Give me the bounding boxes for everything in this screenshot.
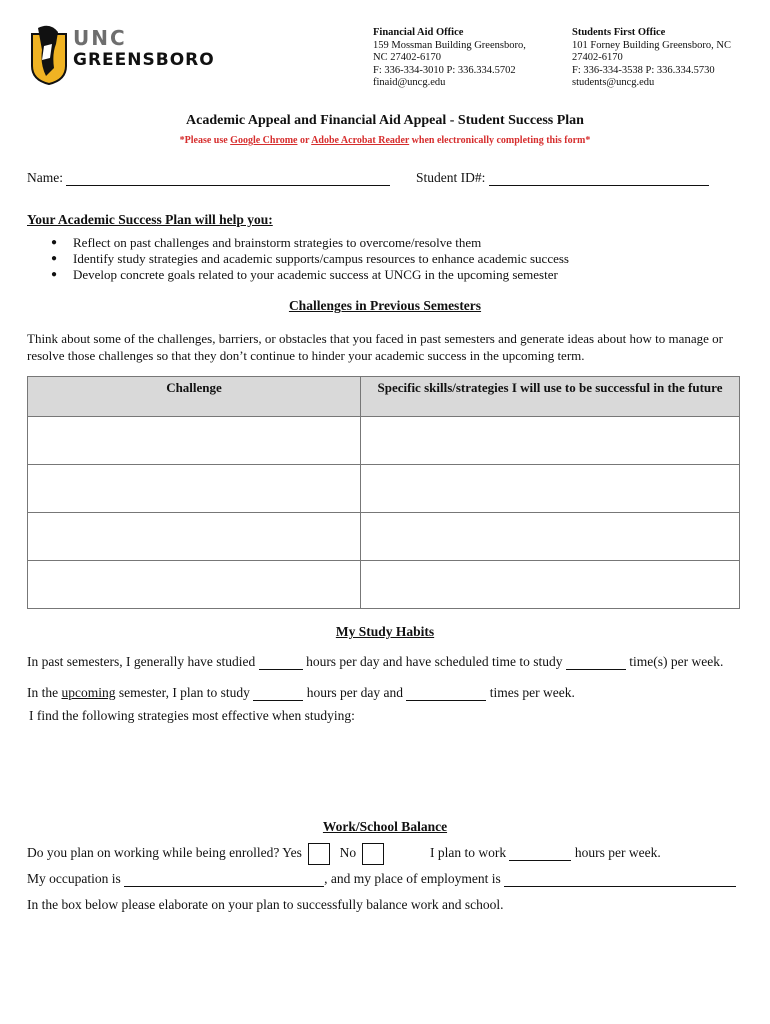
form-title: Academic Appeal and Financial Aid Appeal - Student Success Plan bbox=[186, 113, 584, 128]
table-row bbox=[28, 513, 740, 561]
challenge-cell[interactable] bbox=[28, 465, 361, 513]
work-hours-text-a: I plan to work bbox=[430, 845, 510, 860]
uncg-logo bbox=[28, 24, 215, 86]
note-suffix: when electronically completing this form* bbox=[409, 135, 591, 146]
challenges-heading: Challenges in Previous Semesters bbox=[288, 298, 482, 313]
work-hours-field[interactable] bbox=[509, 846, 571, 861]
students-first-phone: F: 336-334-3538 P: 336.334.5730 bbox=[572, 64, 715, 76]
name-label: Name: bbox=[27, 170, 63, 185]
balance-prompt: In the box below please elaborate on your plan to successfully balance work and school. bbox=[27, 897, 504, 912]
financial-aid-office-block bbox=[373, 27, 526, 90]
occupation-text-b: , and my place of employment is bbox=[324, 871, 505, 886]
financial-aid-address-1: 159 Mossman Building Greensboro, bbox=[373, 39, 526, 51]
student-id-label: Student ID#: bbox=[416, 170, 486, 185]
strategy-cell[interactable] bbox=[361, 561, 740, 609]
occupation-text-a: My occupation is bbox=[27, 871, 125, 886]
study-strategies-field[interactable] bbox=[27, 728, 740, 808]
financial-aid-address-2: NC 27402-6170 bbox=[373, 52, 441, 63]
benefit-item: ● Identify study strategies and academic supports/campus resources to enhance academic success bbox=[27, 251, 727, 267]
google-chrome-link[interactable]: Google Chrome bbox=[230, 135, 298, 146]
adobe-acrobat-link[interactable]: Adobe Acrobat Reader bbox=[311, 135, 410, 146]
challenge-cell[interactable] bbox=[28, 417, 361, 465]
table-header-row bbox=[28, 377, 740, 417]
study-past-text-a: In past semesters, I generally have studied bbox=[27, 654, 259, 669]
study-past-text-c: time(s) per week. bbox=[625, 654, 724, 669]
study-past-hours-field[interactable] bbox=[259, 655, 303, 670]
logo-greensboro-text: GREENSBORO bbox=[73, 50, 215, 70]
strategy-cell[interactable] bbox=[361, 417, 740, 465]
note-prefix: *Please use bbox=[179, 135, 231, 146]
financial-aid-phone: F: 336-334-3010 P: 336.334.5702 bbox=[373, 64, 516, 76]
benefits-list bbox=[27, 235, 727, 283]
study-strategies-prompt: I find the following strategies most effective when studying: bbox=[29, 708, 355, 723]
work-question: Do you plan on working while being enrolled? Yes bbox=[27, 845, 302, 861]
study-upcoming-times-field[interactable] bbox=[406, 686, 486, 701]
challenge-cell[interactable] bbox=[28, 513, 361, 561]
challenges-intro bbox=[27, 330, 747, 364]
strategies-column-header: Specific skills/strategies I will use to be successful in the future bbox=[361, 377, 740, 417]
work-hours-text-b: hours per week. bbox=[571, 845, 661, 860]
study-habits-heading: My Study Habits bbox=[335, 624, 435, 639]
occupation-field[interactable] bbox=[124, 872, 324, 887]
study-upcoming-text-d: times per week. bbox=[486, 685, 575, 700]
table-row bbox=[28, 561, 740, 609]
financial-aid-heading: Financial Aid Office bbox=[373, 27, 464, 38]
students-first-address-1: 101 Forney Building Greensboro, NC bbox=[572, 39, 731, 51]
no-label: No bbox=[339, 845, 357, 861]
student-id-row bbox=[416, 170, 709, 186]
note-or: or bbox=[297, 135, 312, 146]
study-upcoming-text-a: In the bbox=[27, 685, 62, 700]
students-first-email: students@uncg.edu bbox=[572, 77, 655, 88]
benefit-item: ● Develop concrete goals related to your academic success at UNCG in the upcoming semester bbox=[27, 267, 727, 283]
challenges-intro-line-2: resolve those challenges so that they don’t continue to hinder your academic success in the upcoming term. bbox=[27, 348, 585, 363]
study-past-row bbox=[27, 654, 723, 670]
students-first-address-2: 27402-6170 bbox=[572, 52, 623, 63]
spartan-helmet-icon bbox=[28, 24, 70, 86]
work-question-row bbox=[27, 843, 384, 865]
table-row bbox=[28, 465, 740, 513]
table-row bbox=[28, 417, 740, 465]
study-upcoming-row bbox=[27, 685, 575, 701]
yes-checkbox[interactable] bbox=[308, 843, 330, 865]
challenge-column-header: Challenge bbox=[28, 377, 361, 417]
student-id-field[interactable] bbox=[489, 171, 709, 186]
strategy-cell[interactable] bbox=[361, 513, 740, 561]
study-upcoming-hours-field[interactable] bbox=[253, 686, 303, 701]
students-first-heading: Students First Office bbox=[572, 27, 666, 38]
balance-plan-field[interactable] bbox=[27, 918, 740, 1008]
work-hours-row bbox=[430, 845, 661, 861]
benefit-item: ● Reflect on past challenges and brainstorm strategies to overcome/resolve them bbox=[27, 235, 727, 251]
study-upcoming-underlined: upcoming bbox=[61, 685, 116, 700]
challenge-cell[interactable] bbox=[28, 561, 361, 609]
work-balance-heading: Work/School Balance bbox=[322, 819, 448, 834]
plan-heading: Your Academic Success Plan will help you: bbox=[27, 212, 273, 227]
study-past-text-b: hours per day and have scheduled time to study bbox=[302, 654, 566, 669]
occupation-row bbox=[27, 871, 736, 887]
challenges-intro-line-1: Think about some of the challenges, barriers, or obstacles that you faced in past semesters and generate ideas about how to manage or bbox=[27, 331, 723, 346]
challenges-table bbox=[27, 376, 740, 609]
study-upcoming-text-c: hours per day and bbox=[303, 685, 407, 700]
students-first-office-block bbox=[572, 27, 731, 90]
name-field[interactable] bbox=[66, 171, 390, 186]
logo-unc-text: UNC bbox=[73, 26, 127, 50]
study-upcoming-text-b: semester, I plan to study bbox=[115, 685, 254, 700]
no-checkbox[interactable] bbox=[362, 843, 384, 865]
name-row bbox=[27, 170, 390, 186]
employment-field[interactable] bbox=[504, 872, 736, 887]
browser-note bbox=[0, 135, 770, 146]
strategy-cell[interactable] bbox=[361, 465, 740, 513]
study-past-times-field[interactable] bbox=[566, 655, 626, 670]
financial-aid-email: finaid@uncg.edu bbox=[373, 77, 446, 88]
